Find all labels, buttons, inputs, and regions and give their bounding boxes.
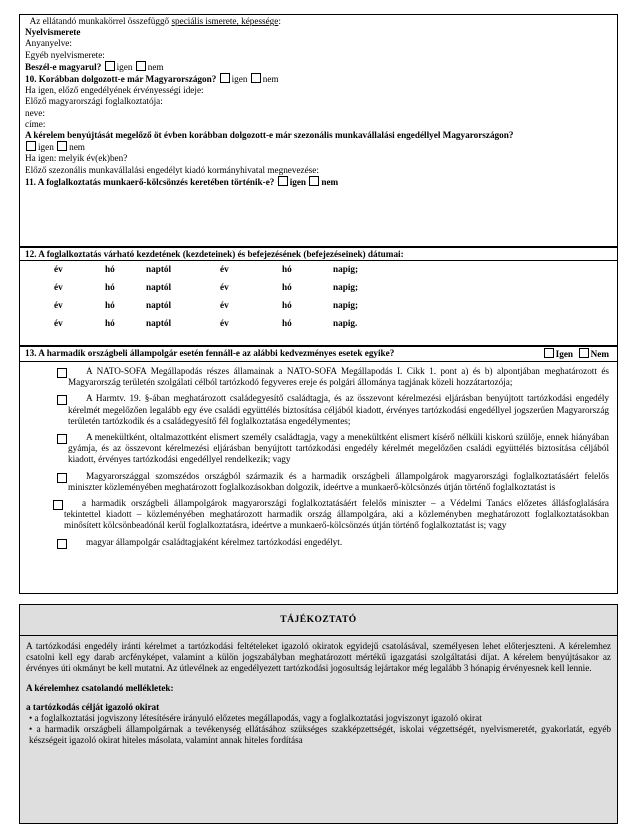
section-language-experience <box>19 14 618 247</box>
date-row[interactable] <box>20 315 617 333</box>
worked-in-hungary-label: 10. Korábban dolgozott-e már Magyarországon? <box>25 74 217 85</box>
preferential-heading: 13. A harmadik országbeli állampolgár esetén fennáll-e az alábbi kedvezményes esetek egyike? <box>25 348 395 358</box>
speak-hungarian-yes-checkbox[interactable] <box>105 61 115 71</box>
date-label: hó <box>105 264 115 275</box>
date-label: év <box>220 282 229 293</box>
special-skills-field[interactable]: Az ellátandó munkakörrel összefüggő speciális ismerete, képessége: <box>29 16 281 26</box>
yes-label: igen <box>231 74 248 85</box>
yes-label: igen <box>38 142 54 153</box>
date-rows <box>20 261 617 333</box>
date-label: hó <box>282 300 292 311</box>
case-ministerial-notice-checkbox[interactable] <box>53 500 63 510</box>
section-information <box>19 604 618 824</box>
agency-yes-checkbox[interactable] <box>278 176 288 186</box>
information-title: TÁJÉKOZTATÓ <box>20 605 617 636</box>
no-label: nem <box>147 61 164 72</box>
date-label: naptól <box>146 300 172 311</box>
date-label: naptól <box>146 282 172 293</box>
yes-label: Igen <box>555 349 574 359</box>
worked-before-no-checkbox[interactable] <box>251 73 261 83</box>
date-label: naptól <box>146 264 172 275</box>
date-label: év <box>54 300 63 311</box>
date-row[interactable] <box>20 297 617 315</box>
speak-hungarian-no-checkbox[interactable] <box>136 61 146 71</box>
purpose-document-heading: a tartózkodás célját igazoló okirat <box>26 701 160 712</box>
date-label: napig. <box>333 318 358 329</box>
previous-authority-field[interactable]: Előző szezonális munkavállalási engedélyt kiadó kormányhivatal megnevezése: <box>25 164 319 175</box>
case-hungarian-family-checkbox[interactable] <box>57 539 67 549</box>
case-ministerial-notice: a harmadik országbeli állampolgárok magyarországi foglalkoztatásáért felelős miniszter – a Védelmi Tanács előzetes állásfoglalására tekintettel kiadott – közleményében meghatározott harmadik ország állampolgára, aki a közleményben meghatározott foglalkoztatásokban minősített kölcsönbeadónál kerül foglalkoztatásra, ideértve a munkaerő-kölcsönzés útján történő foglalkoztatást is; vagy <box>64 498 609 532</box>
attachments-heading: A kérelemhez csatolandó mellékletek: <box>26 682 174 693</box>
yes-label: igen <box>289 176 307 187</box>
case-refugee-family: A menekültként, oltalmazottként elismert személy családtagja, vagy a menekültként elismert kísérő nélküli kiskorú szülője, ennek hiányában gyámja, és az összevont kérelmezési eljárásban benyújtott tartózkodási engedély kérelmét megelőzően családi együttélés biztosítása céljából kiadott, érvényes tartózkodási engedéllyel rendelkezik; vagy <box>68 432 609 466</box>
case-neighbouring-country-checkbox[interactable] <box>57 473 67 483</box>
attachment-item: • a foglalkoztatási jogviszony létesítésére irányuló előzetes megállapodás, vagy a foglalkoztatási jogviszonyt igazoló okirat <box>29 713 482 724</box>
date-label: naptól <box>146 318 172 329</box>
previous-employer-label: Előző magyarországi foglalkoztatója: <box>25 96 163 107</box>
agency-no-checkbox[interactable] <box>309 176 319 186</box>
date-label: év <box>54 282 63 293</box>
preferential-no-checkbox[interactable] <box>579 348 589 358</box>
section-employment-dates <box>19 247 618 346</box>
other-language-field[interactable]: Egyéb nyelvismerete: <box>25 49 105 60</box>
seasonal-no-checkbox[interactable] <box>57 141 67 151</box>
date-label: év <box>54 318 63 329</box>
employer-address-field[interactable]: címe: <box>25 118 46 129</box>
section-preferential-cases <box>19 346 618 594</box>
attachment-item: • a harmadik országbeli állampolgárnak a tevékenység ellátásához szükséges szakképzettségét, iskolai végzettségét, nyelvismeretét, gyakorlatát, egyéb készségeit igazoló okirat hiteles másolata, valamint annak hiteles fordítása <box>29 724 611 746</box>
case-neighbouring-country: Magyarországgal szomszédos országból származik és a harmadik országbeli állampolgárok magyarországi foglalkoztatásáért felelős miniszter közleményében meghatározott foglalkozásokban dolgozik, ideértve a munkaerő-kölcsönzés útján történő foglalkoztatást is <box>68 471 609 493</box>
mother-tongue-field[interactable]: Anyanyelve: <box>25 38 72 49</box>
date-label: év <box>220 264 229 275</box>
date-label: hó <box>282 318 292 329</box>
no-label: Nem <box>590 349 609 359</box>
case-hungarian-family: magyar állampolgár családtagjaként kérelmez tartózkodási engedélyt. <box>68 537 609 548</box>
case-refugee-family-checkbox[interactable] <box>57 434 67 444</box>
date-label: év <box>220 318 229 329</box>
no-label: nem <box>262 74 279 85</box>
dates-heading: 12. A foglalkoztatás várható kezdetének (kezdeteinek) és befejezésének (befejezéseinek) dátumai: <box>20 248 617 261</box>
date-label: hó <box>282 282 292 293</box>
date-label: napig; <box>333 264 359 275</box>
language-heading: Nyelvismerete <box>25 27 81 38</box>
seasonal-yes-checkbox[interactable] <box>26 141 36 151</box>
seasonal-work-question: A kérelem benyújtását megelőző öt évben korábban dolgozott-e már szezonális munkavállalási engedéllyel Magyarországon? <box>25 130 514 141</box>
case-family-reunification-checkbox[interactable] <box>57 395 67 405</box>
date-row[interactable] <box>20 279 617 297</box>
agency-employment-label: 11. A foglalkoztatás munkaerő-kölcsönzés keretében történik-e? <box>25 176 275 187</box>
date-label: hó <box>282 264 292 275</box>
date-label: év <box>220 300 229 311</box>
date-label: hó <box>105 318 115 329</box>
date-row[interactable] <box>20 261 617 279</box>
information-paragraph: A tartózkodási engedély iránti kérelmet a tartózkodási feltételeket igazoló okiratok egyidejű csatolásával, személyesen lehet előterjeszteni. A kérelemhez csatolni kell egy darab arcfényképet, valamint a külön jogszabályban meghatározott mértékű igazgatási szolgáltatási díjat. A kérelem benyújtásakor az érvényes úti okmányt be kell mutatni. Az útlevélnek az engedélyezett tartózkodási jogosultság lejártakor még legalább 3 hónapig érvényesnek kell lennie. <box>26 641 611 674</box>
case-nato-sofa-checkbox[interactable] <box>57 368 67 378</box>
permit-validity-field[interactable]: Ha igen, előző engedélyének érvényességi ideje: <box>25 85 204 96</box>
date-label: hó <box>105 282 115 293</box>
no-label: nem <box>69 142 85 153</box>
date-label: hó <box>105 300 115 311</box>
yes-label: igen <box>116 61 133 72</box>
case-family-reunification: A Harmtv. 19. §-ában meghatározott családegyesítő családtagja, és az összevont kérelmezési eljárásban benyújtott tartózkodási engedély kérelmét megelőzően legalább egy éve családi együttélés biztosítása céljából kiadott, érvényes tartózkodási engedéllyel jogszerűen Magyarország területén tartózkodik és a családegyesítő fél foglalkoztatása engedélymentes; <box>68 393 609 427</box>
which-years-field[interactable]: Ha igen: melyik év(ek)ben? <box>25 153 128 164</box>
date-label: napig; <box>333 300 359 311</box>
date-label: év <box>54 264 63 275</box>
no-label: nem <box>321 176 339 187</box>
date-label: napig; <box>333 282 359 293</box>
employer-name-field[interactable]: neve: <box>25 107 45 118</box>
case-nato-sofa: A NATO-SOFA Megállapodás részes államainak a NATO-SOFA Megállapodás I. Cikk 1. pont a) és b) alpontjában meghatározott és Magyarország területén szolgálati célból tartózkodó fegyveres ereje és polgári állománya tagjának közeli hozzátartozója; <box>68 366 609 388</box>
speak-hungarian-label: Beszél-e magyarul? <box>25 61 102 72</box>
worked-before-yes-checkbox[interactable] <box>220 73 230 83</box>
preferential-yes-checkbox[interactable] <box>544 348 554 358</box>
